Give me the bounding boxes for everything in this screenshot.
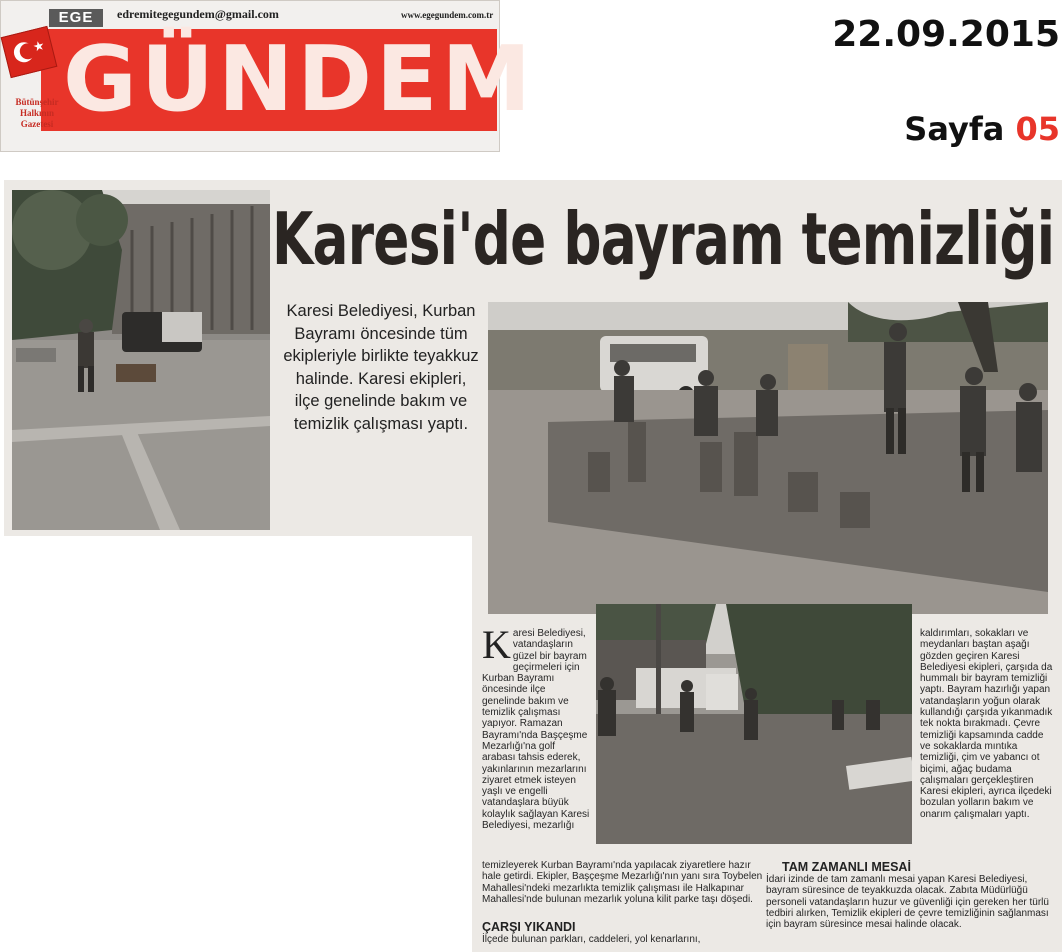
subheading-carsi-yikandi: ÇARŞI YIKANDI [482, 920, 576, 934]
article-lede: Karesi Belediyesi, Kurban Bayramı öncesinde tüm ekipleriyle birlikte teyakkuz halinde. Karesi ekipleri, ilçe genelinde bakım ve temizlik çalışması yaptı. [283, 302, 479, 433]
drop-cap: K [482, 622, 511, 667]
publication-date: 22.09.2015 [832, 14, 1060, 55]
street-washing-photo [12, 190, 270, 530]
body-left-text: aresi Belediyesi, vatandaşların güzel bir bayram geçirmeleri için Kurban Bayramı öncesinde ilçe genelinde bakım ve temizlik çalışması yapıyor. Ramazan Bayramı'nda Başçeşme Mezarlığı'na golf arabası tahsis ederek, yakınlarının mezarlarını ziyaret etmek isteyen yaşlı ve engelli vatandaşlara büyük kolaylık sağlayan Karesi Belediyesi, mezarlığı [482, 628, 590, 832]
article-body-bottom: temizleyerek Kurban Bayramı'nda yapılacak ziyaretlere hazır hale getirdi. Ekipler, Başçeşme Mezarlığı'nın yanı sıra Toybelen Mahallesi'ndeki mezarlıkta temizlik çalışması ile Halkapınar Mahallesi'nde bulunan mezarlık yoluna kilit parke taşı döşedi. [482, 860, 763, 905]
article-body-mesai: İdari izinde de tam zamanlı mesai yapan Karesi Belediyesi, bayram süresince de teyakkuzda olacak. Zabıta Müdürlüğü personeli vatandaşların huzur ve güvenliği için gereken her türlü tedbiri alırken, Temizlik ekipleri de çevre temizliğinin sağlanması için bayram süresince mesai halinde olacak. [766, 874, 1049, 931]
page-label-text: Sayfa [904, 110, 1005, 148]
ege-label: EGE [49, 9, 103, 27]
page-number [904, 110, 1060, 148]
newspaper-title: GÜNDEM [63, 27, 536, 132]
website-url: www.egegundem.com.tr [401, 10, 494, 20]
paving-work-photo [488, 302, 1048, 614]
newspaper-masthead [0, 0, 536, 152]
article-headline: Karesi'de bayram temizliği [272, 197, 1055, 281]
star-icon: ★ [31, 37, 47, 55]
article-body-right-column: kaldırımları, sokakları ve meydanları baştan aşağı gözden geçiren Karesi Belediyesi ekipleri, çarşıda da hummalı bir bayram temizliği yaptı. Bayram hazırlığı yapan vatandaşların yoğun olarak kullandığı çarşıda yıkanmadık tek nokta bırakmadı. Çevre temizliği kapsamında cadde ve sokaklarda mıntıka temizliği, çim ve yabancı ot biçimi, ağaç budama çalışmaları gerçekleştiren Karesi ekipleri, ayrıca ilçedeki bozulan yolların bakım ve onarım çalışmaları yaptı. [920, 628, 1053, 820]
contact-email: edremitegegundem@gmail.com [117, 7, 279, 21]
masthead-slogan: Bütünşehir Halkının Gazetesi [15, 97, 59, 129]
page-number-value: 05 [1015, 110, 1060, 148]
article-body-left-column [482, 622, 590, 832]
subheading-tam-zamanli-mesai: TAM ZAMANLI MESAİ [782, 860, 911, 874]
article-body-continued: İlçede bulunan parkları, caddeleri, yol kenarlarını, [482, 934, 701, 945]
square-sweeping-photo [596, 604, 912, 844]
